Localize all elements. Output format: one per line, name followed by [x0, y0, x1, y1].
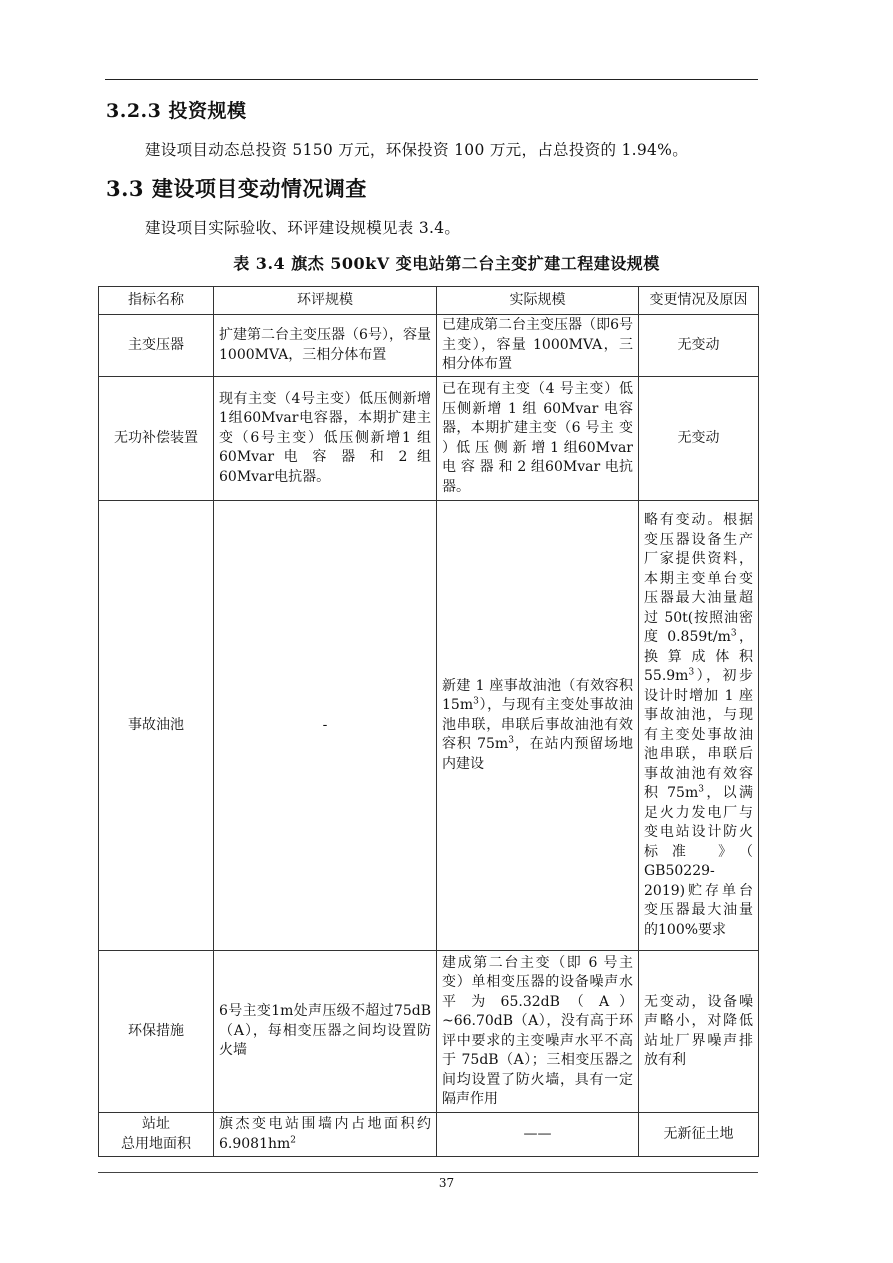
table-row	[99, 1113, 759, 1157]
header-change-reason: 变更情况及原因	[639, 287, 759, 315]
table-header-row	[99, 287, 759, 315]
construction-scale-table	[98, 286, 759, 1157]
superscript: 3	[688, 667, 695, 678]
table-row	[99, 501, 759, 951]
header-indicator: 指标名称	[99, 287, 214, 315]
row-name: 事故油池	[99, 501, 214, 951]
table-row	[99, 377, 759, 501]
superscript: 3	[698, 784, 704, 795]
row-change: 无变动，设备噪声略小，对降低站址厂界噪声排放有利	[639, 951, 759, 1113]
section-heading-changes: 3.3 建设项目变动情况调查	[106, 176, 367, 201]
table-row	[99, 951, 759, 1113]
investment-paragraph: 建设项目动态总投资 5150 万元，环保投资 100 万元，占总投资的 1.94%。	[145, 141, 689, 159]
row-change: 无变动	[639, 315, 759, 377]
footer-rule	[98, 1172, 758, 1173]
row-actual: 建成第二台主变（即 6 号主变）单相变压器的设备噪声水 平 为 65.32dB （ A ）~66.70dB（A），没有高于环评中要求的主变噪声水平不高于 75dB（A）；三相变压器之间均设置了防火墙，具有一定隔声作用	[437, 951, 639, 1113]
superscript: 3	[730, 628, 737, 639]
actual-text-a: 新建 1 座事故油池（有效容积 15m	[442, 677, 633, 714]
page-number: 37	[438, 1176, 455, 1190]
actual-text-c: ，在站内预留场地内建设	[442, 736, 634, 772]
change-text-b: ，换 算 成 体 积55.9m	[644, 629, 753, 684]
header-rule	[105, 79, 758, 80]
row-eia: 扩建第二台主变压器（6号），容量1000MVA，三相分体布置	[214, 315, 437, 377]
change-text-a: 略有变动。根据变压器设备生产厂家提供资料，本期主变单台变压器最大油量超过 50t(按照油密度 0.859t/m	[644, 512, 753, 645]
row-eia: 6号主变1m处声压级不超过75dB（A），每相变压器之间均设置防火墙	[214, 951, 437, 1113]
superscript: 3	[508, 735, 514, 746]
table-caption: 表 3.4 旗杰 500kV 变电站第二台主变扩建工程建设规模	[233, 254, 660, 273]
row-eia: -	[214, 501, 437, 951]
row-change	[639, 501, 759, 951]
row-actual	[437, 501, 639, 951]
row-name: 无功补偿装置	[99, 377, 214, 501]
row-name: 主变压器	[99, 315, 214, 377]
header-eia-scale: 环评规模	[214, 287, 437, 315]
superscript: 2	[290, 1134, 297, 1145]
change-text-d: ，以满足火力发电厂与变电站设计防火标准 》（ GB50229-2019)贮存单台变压器最大油量的100%要求	[644, 785, 753, 938]
row-change: 无新征土地	[639, 1113, 759, 1157]
row-eia: 现有主变（4号主变）低压侧新增1组60Mvar电容器，本期扩建主变（6号主变）低压侧新增1 组 60Mvar 电 容 器 和 2 组60Mvar电抗器。	[214, 377, 437, 501]
changes-paragraph: 建设项目实际验收、环评建设规模见表 3.4。	[145, 219, 461, 237]
row-change: 无变动	[639, 377, 759, 501]
table-row	[99, 315, 759, 377]
row-name: 环保措施	[99, 951, 214, 1113]
row-name	[99, 1113, 214, 1157]
header-actual-scale: 实际规模	[437, 287, 639, 315]
row-eia	[214, 1113, 437, 1157]
row-name-line2: 总用地面积	[121, 1135, 191, 1152]
row-name-line1: 站址	[142, 1116, 170, 1132]
change-text-c: ），初步设计时增加 1 座事故油池，与现有主变处事故油池串联，串联后事故油池有效容积 75m	[644, 668, 753, 801]
actual-text-b: ），与现有主变处事故油池串联，串联后事故油池有效容积 75m	[442, 697, 633, 753]
row-actual: 已建成第二台主变压器（即6号主变），容量 1000MVA，三相分体布置	[437, 315, 639, 377]
row-actual: 已在现有主变（4 号主变）低压侧新增 1 组 60Mvar 电容器，本期扩建主变（6 号主 变 ）低 压 侧 新 增 1 组60Mvar 电 容 器 和 2 组60Mvar 电抗器。	[437, 377, 639, 501]
row-actual: ——	[437, 1113, 639, 1157]
superscript: 3	[473, 696, 479, 707]
eia-text: 旗杰变电站围墙内占地面积约6.9081hm	[219, 1116, 431, 1152]
section-heading-investment: 3.2.3 投资规模	[106, 100, 247, 122]
